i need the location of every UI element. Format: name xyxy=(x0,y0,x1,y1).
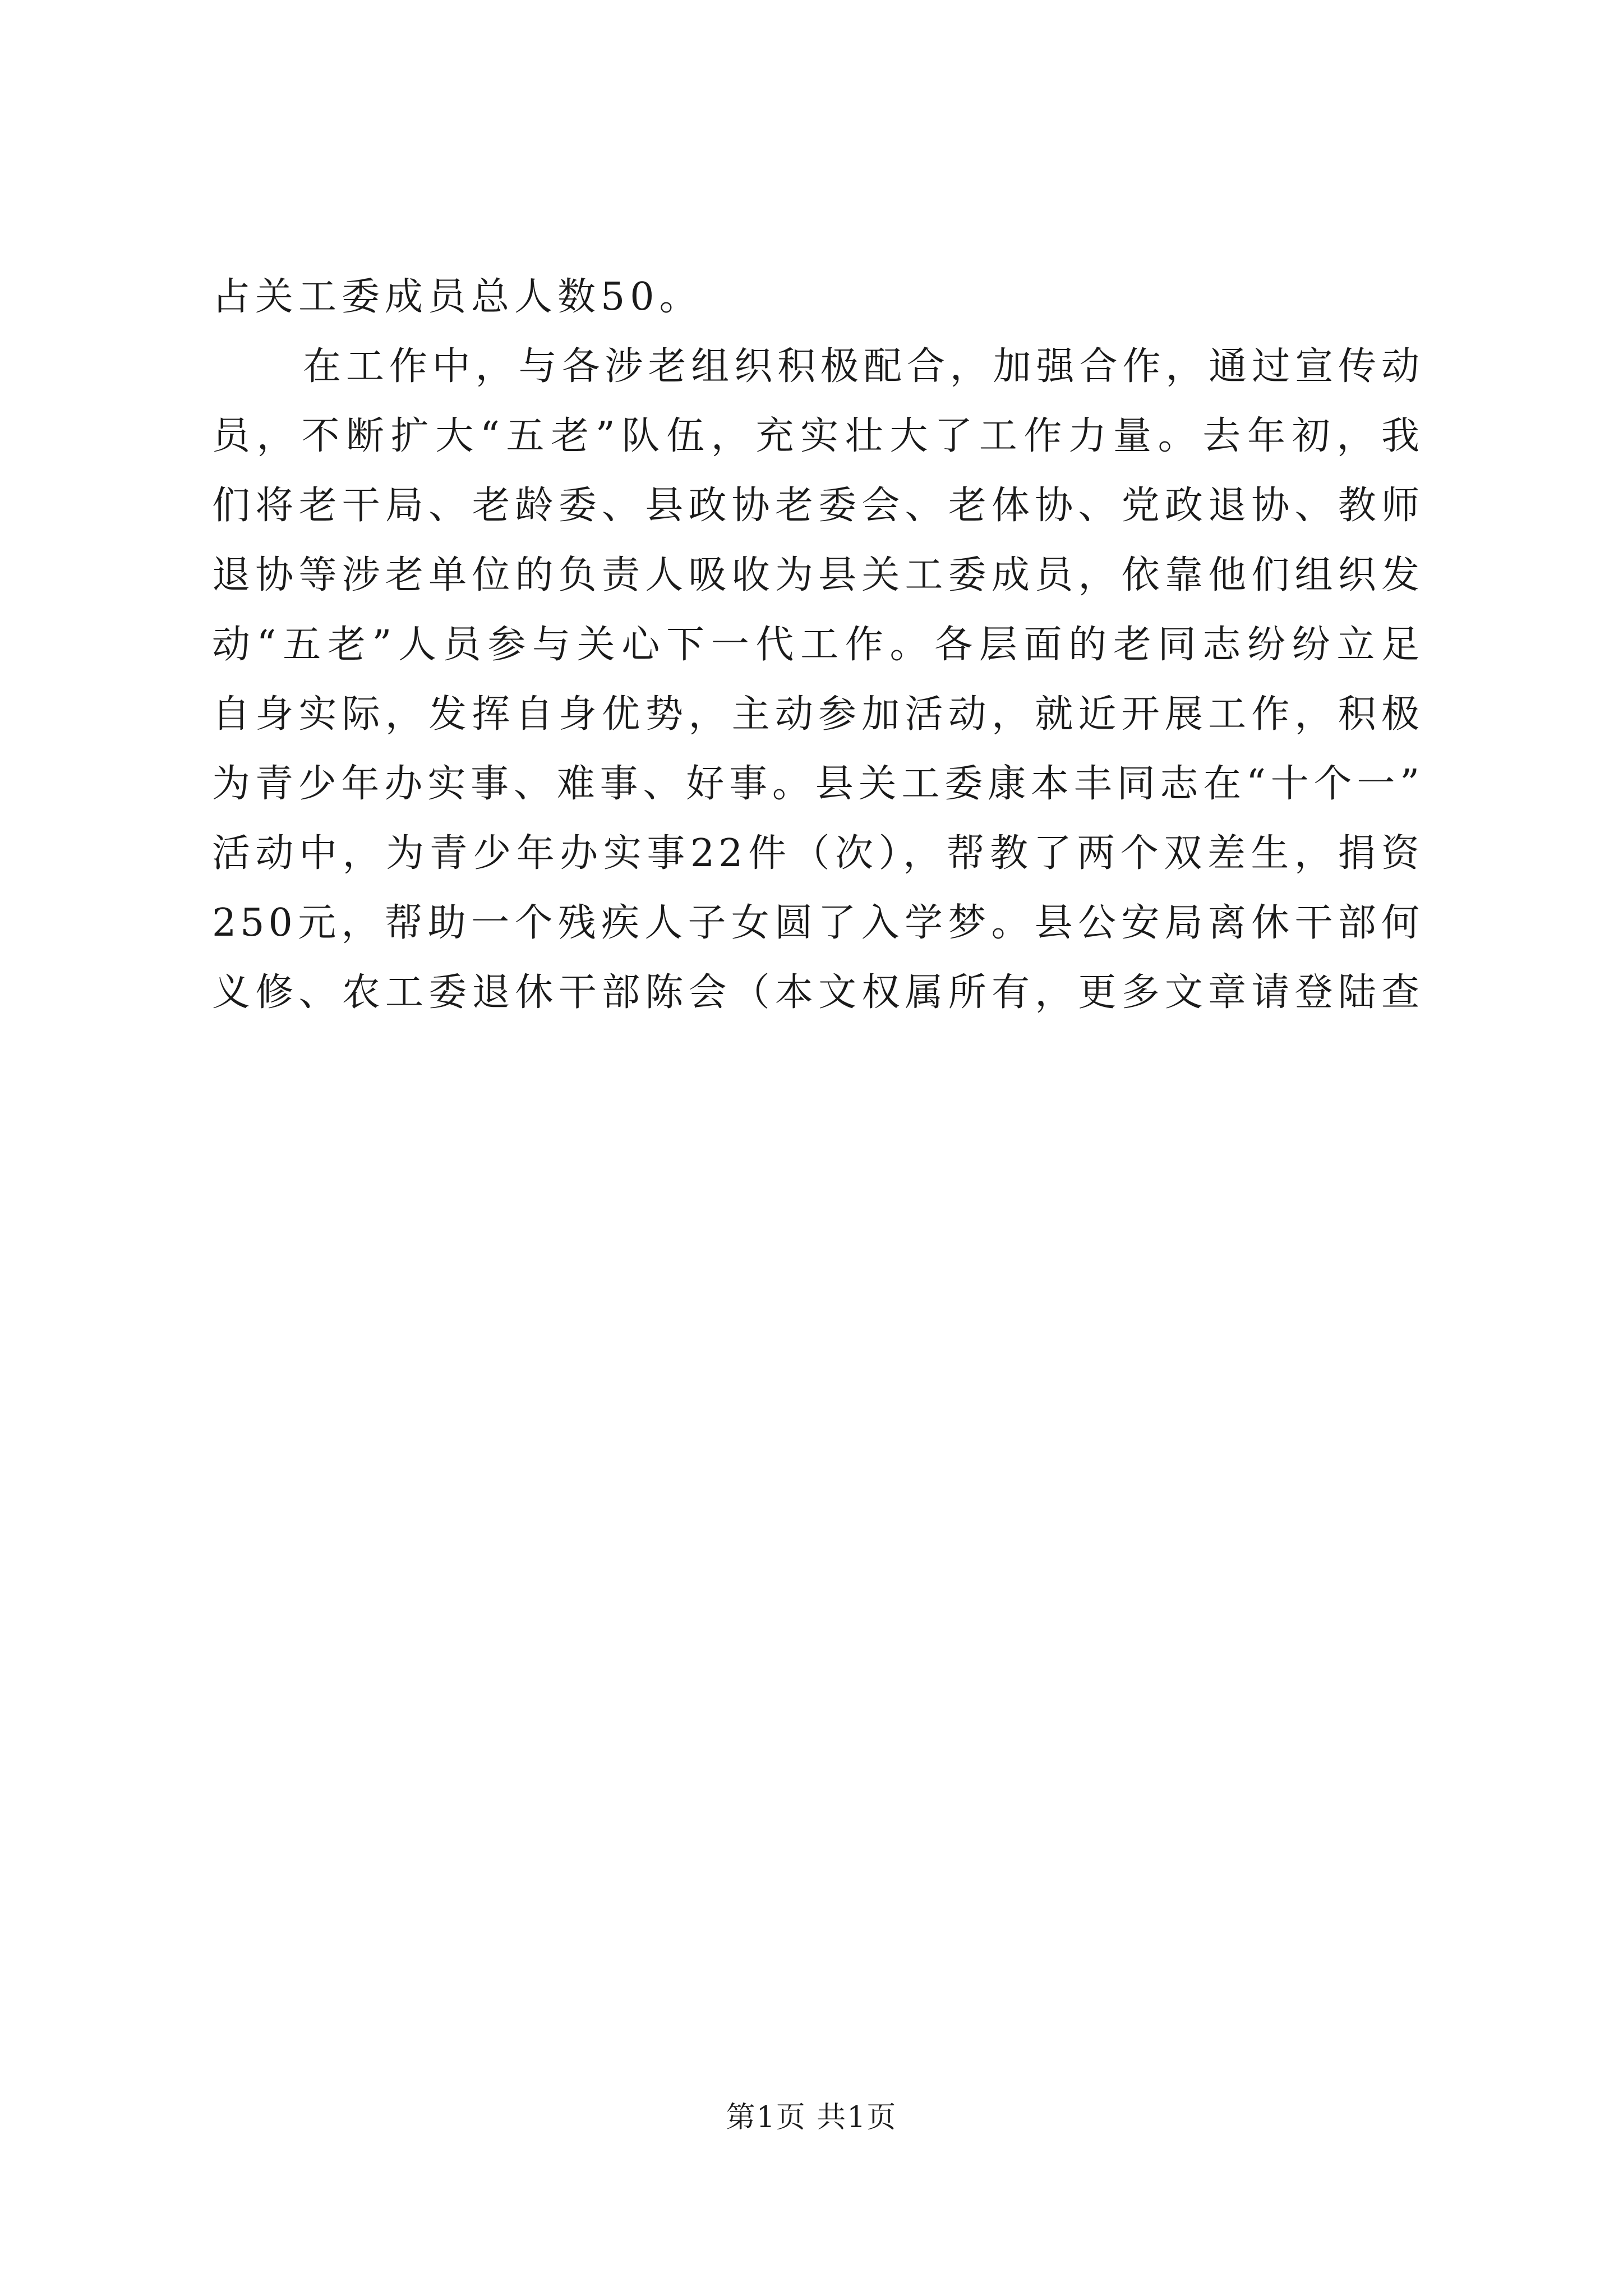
text-line-7: 自身实际，发挥自身优势，主动参加活动，就近开展工作，积极 xyxy=(212,692,1423,737)
text-line-10: 250元，帮助一个残疾人子女圆了入学梦。县公安局离休干部何 xyxy=(212,901,1423,945)
text-line-8: 为青少年办实事、难事、好事。县关工委康本丰同志在“十个一” xyxy=(212,762,1423,806)
text-line-6: 动“五老”人员参与关心下一代工作。各层面的老同志纷纷立足 xyxy=(212,623,1423,667)
page-footer: 第1页 共1页 xyxy=(726,2101,897,2134)
text-line-11: 义修、农工委退休干部陈会（本文权属所有，更多文章请登陆查 xyxy=(212,970,1423,1015)
text-line-2: 在工作中，与各涉老组织积极配合，加强合作，通过宣传动 xyxy=(303,344,1423,389)
text-line-4: 们将老干局、老龄委、县政协老委会、老体协、党政退协、教师 xyxy=(212,484,1423,528)
body-text xyxy=(212,263,1423,1028)
text-line-5: 退协等涉老单位的负责人吸收为县关工委成员，依靠他们组织发 xyxy=(212,553,1423,597)
text-line-1: 占关工委成员总人数50。 xyxy=(212,275,703,319)
text-line-3: 员，不断扩大“五老”队伍，充实壮大了工作力量。去年初，我 xyxy=(212,414,1423,458)
text-line-9: 活动中，为青少年办实事22件（次），帮教了两个双差生，捐资 xyxy=(212,831,1423,876)
